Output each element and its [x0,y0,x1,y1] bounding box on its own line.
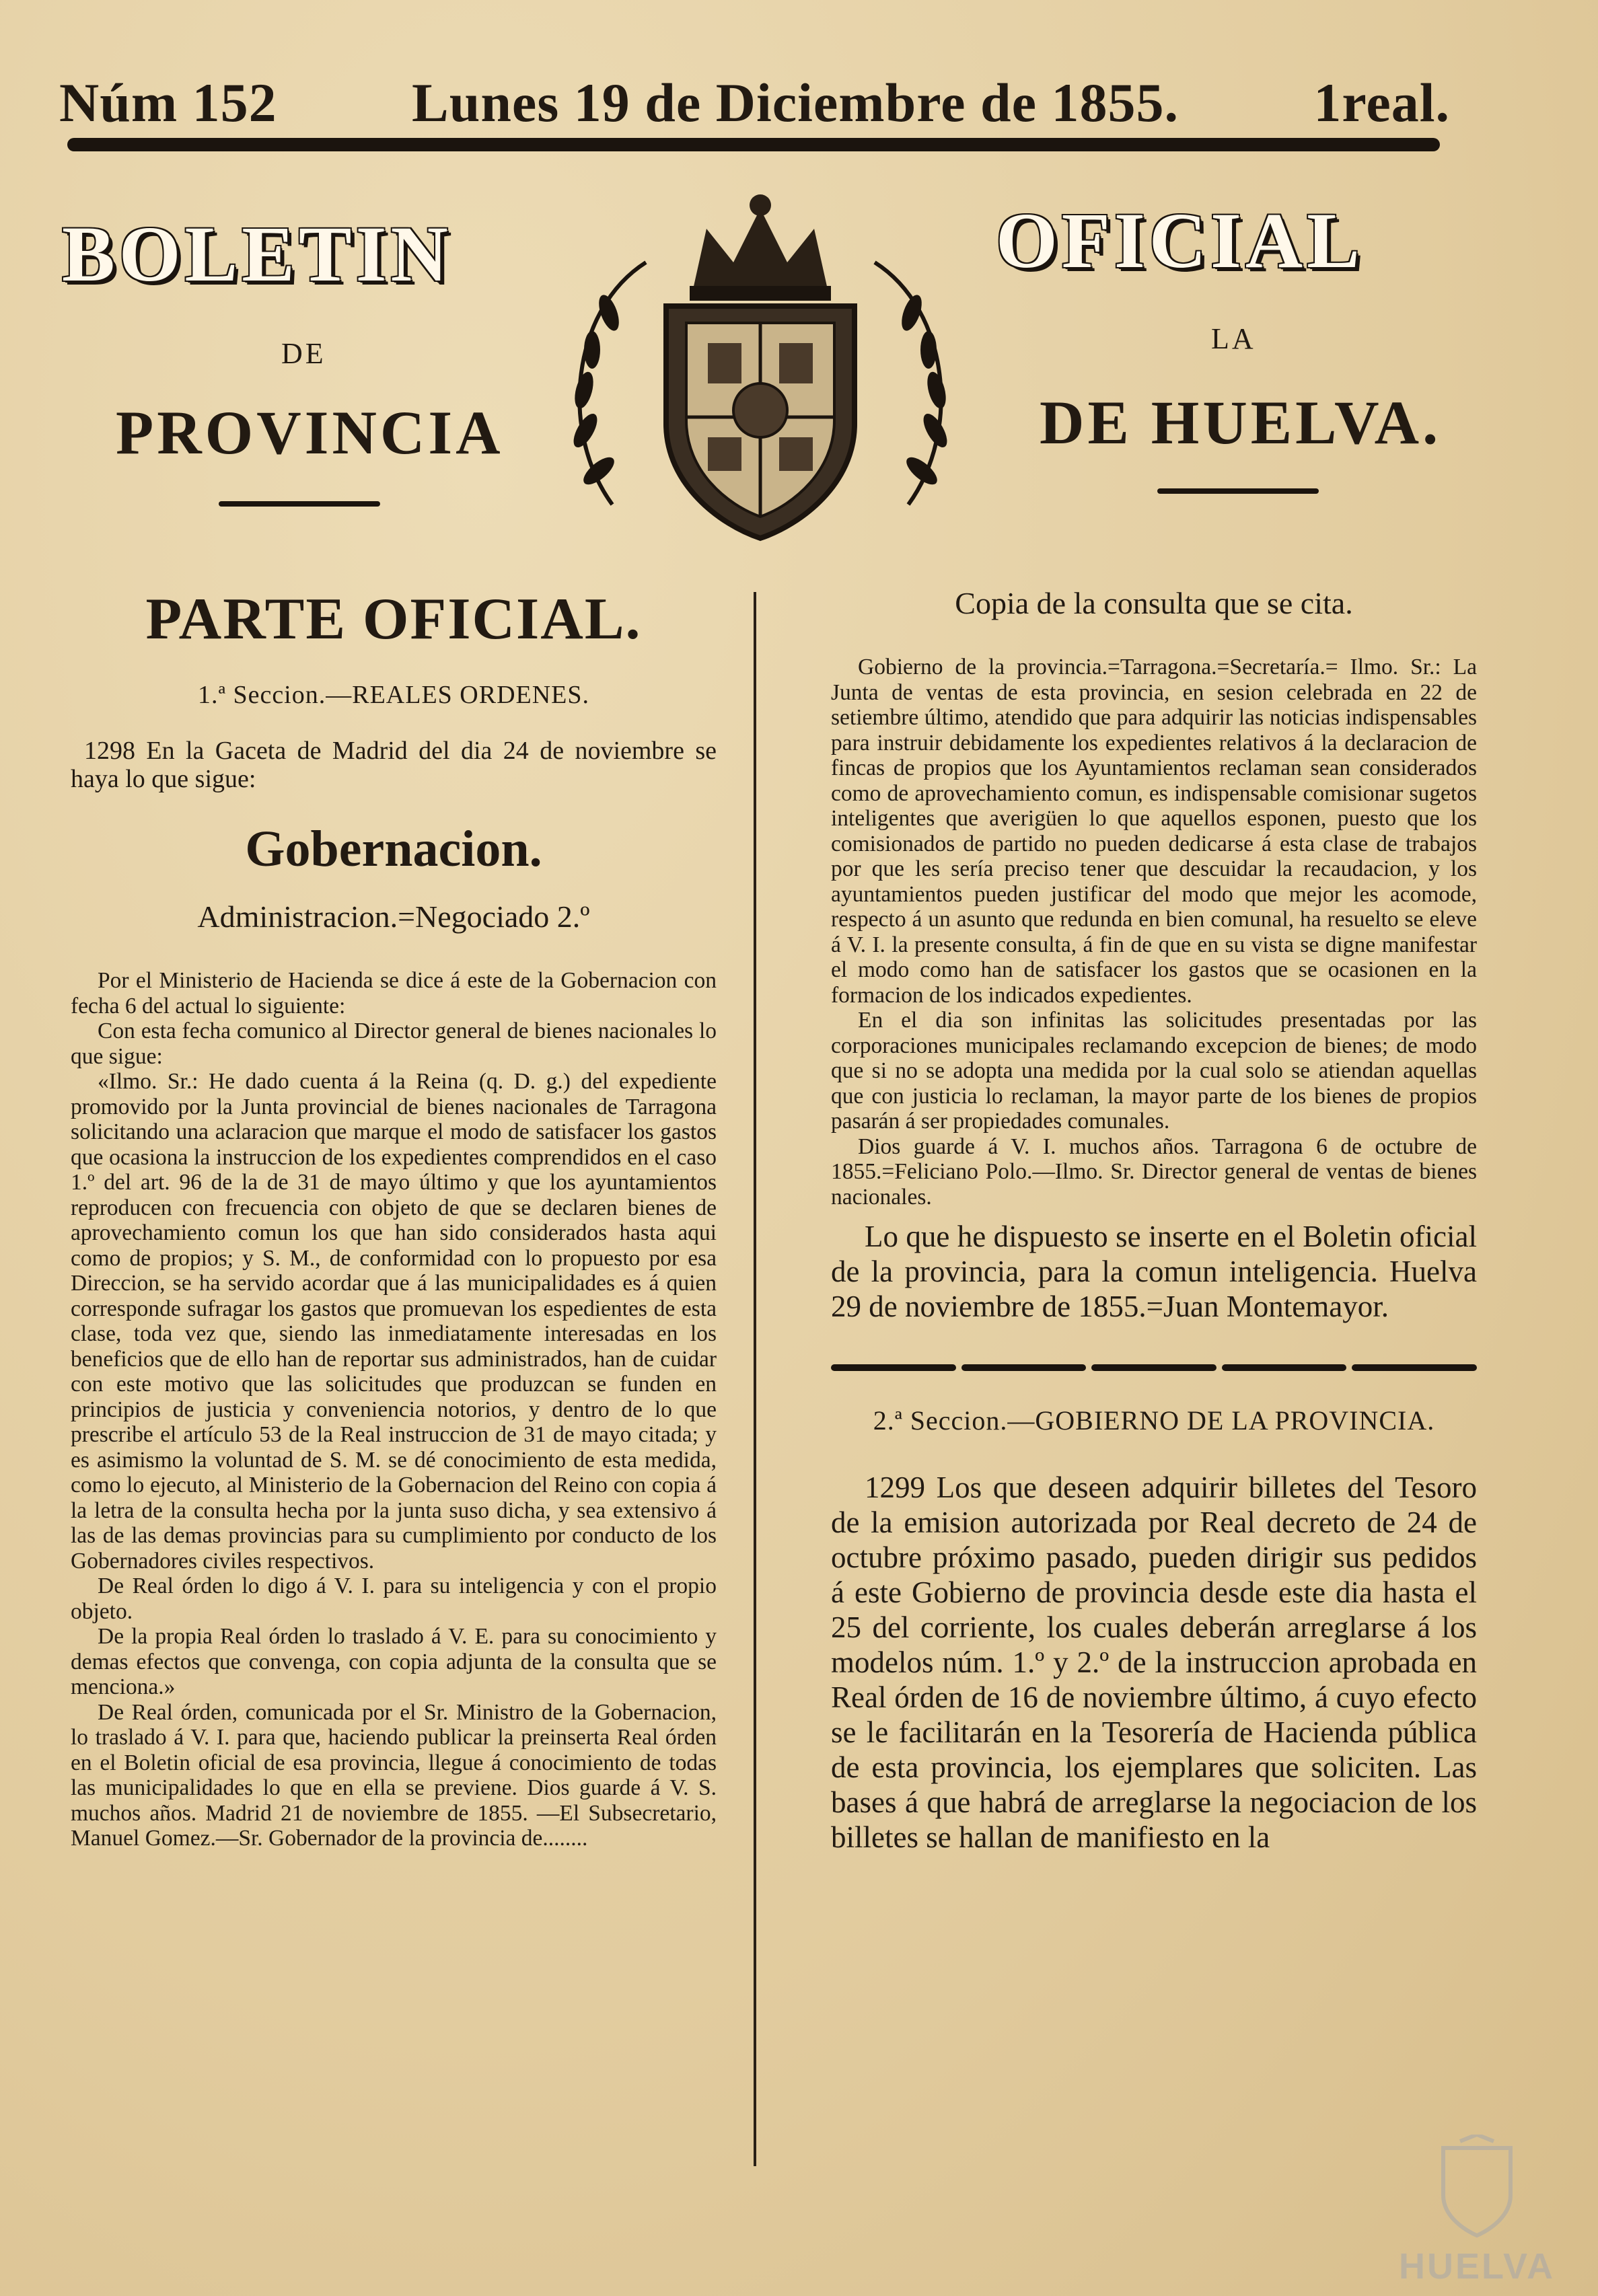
left-paragraph: De Real órden, comunicada por el Sr. Ministro de la Gobernacion, lo traslado á V. I. para que, haciendo publicar la preinserta Real órden en el Boletin oficial de esa provincia, llegue á conocimiento de todas las municipalidades lo que en ella se previene. Dios guarde á V. S. muchos años. Madrid 21 de noviembre de 1855. —El Subsecretario, Manuel Gomez.—Sr. Gobernador de la provincia de........ [71,1699,717,1851]
ministry-heading: Gobernacion. [245,821,542,877]
issue-date: Lunes 19 de Diciembre de 1855. [412,72,1179,133]
closing-paragraph: Lo que he dispuesto se inserte en el Boletin oficial de la provincia, para la comun inteligencia. Huelva 29 de noviembre de 1855.=Juan Montemayor. [831,1220,1477,1323]
section-2-heading: 2.ª Seccion.—GOBIERNO DE LA PROVINCIA. [873,1405,1435,1436]
issue-number: Núm 152 [59,72,277,133]
intro-paragraph: 1298 En la Gaceta de Madrid del dia 24 de noviembre se haya lo que sigue: [71,737,717,793]
column-divider [754,592,756,2166]
left-paragraph: Por el Ministerio de Hacienda se dice á este de la Gobernacion con fecha 6 del actual lo siguiente: [71,968,717,1019]
title-boletin: BOLETIN [62,210,452,298]
left-paragraph: «Ilmo. Sr.: He dado cuenta á la Reina (q. D. g.) del expediente promovido por la Junta provincial de bienes nacionales de Tarragona solicitando una aclaracion que marque el modo de satisfacer los gastos que ocasiona la instruccion de los expedientes comprendidos en el caso 1.º del art. 96 de la de 31 de mayo último y que los ayuntamientos reproducen con frecuencia con objeto de que se declaren bienes de aprovechamiento comun los que han sido considerados hasta aqui como de propios; y S. M., de conformidad con lo propuesto por esa Direccion, se ha servido acordar que á las municipalidades es á quien corresponde sufragar los gastos que promuevan los espedientes de esta clase, toda vez que, siendo las inmediatamente interesadas en los beneficios que de ello han de reportar sus administrados, han de cuidar con este motivo que las solicitudes que produzcan se funden en principios de justicia y conveniencia notorios, y dentro de lo que prescribe el artículo 53 de la Real instruccion de 31 de mayo citada; y es asimismo la voluntad de S. M. se dé conocimiento de esta medida, como lo ejecuto, al Ministerio de la Gobernacion del Reino con copia á la letra de la consulta hecha por la junta suso dicha, y sea extensivo á las de las demas provincias para su cumplimiento por conducto de los Gobernadores civiles respectivos. [71,1069,717,1573]
right-paragraph: En el dia son infinitas las solicitudes presentadas por las corporaciones municipales reclamando excepcion de bienes; de modo que si no se adopta una medida por la cual solo se atiendan aquellas que con justicia lo reclaman, la mayor parte de los bienes de propios pasarán á ser propiedades comunales. [831,1008,1477,1134]
left-paragraph: Con esta fecha comunico al Director general de bienes nacionales lo que sigue: [71,1019,717,1069]
left-paragraph: De la propia Real órden lo traslado á V. E. para su conocimiento y demas efectos que convenga, con copia adjunta de la consulta que se menciona.» [71,1624,717,1699]
title-de: DE [281,337,326,370]
title-ornament-right [1157,488,1319,494]
watermark-text: HUELVA [1399,2246,1555,2287]
right-paragraph: Gobierno de la provincia.=Tarragona.=Secretaría.= Ilmo. Sr.: La Junta de ventas de esta provincia, en sesion celebrada en 22 de setiembre último, atendido que para adquirir las noticias indispensables para instruir debidamente los expedientes relativos á la declaracion de fincas de propios que los Ayuntamientos reclaman sean considerados como de aprovechamiento comun, es indispensable comisionar sugetos inteligentes que averigüen lo que aquellos esponen, puesto que los comisionados de partido no pueden dedicarse á esta clase de trabajos por que les sería preciso tener que descuidar la recaudacion, y los ayuntamientos pueden justificar del modo que mejor les acomode, respecto á un asunto que redunda en bien comunal, ha resuelto se eleve á V. I. la presente consulta, á fin de que en su vista se digne manifestar el modo como han de satisfacer los gastos que se ocasionen en la formacion de los indicados expedientes. [831,655,1477,1008]
left-column [71,585,717,1851]
section-divider [831,1364,1477,1371]
left-body [71,968,717,1851]
archive-watermark [1396,2135,1558,2287]
title-ornament-left [219,501,380,507]
issue-price: 1real. [1313,72,1450,133]
masthead-rule [67,138,1440,151]
right-body [831,655,1477,1210]
administration-subheading: Administracion.=Negociado 2.º [197,899,590,934]
title-oficial: OFICIAL [996,196,1364,285]
parte-oficial-heading: PARTE OFICIAL. [145,587,642,652]
right-paragraph: Dios guarde á V. I. muchos años. Tarragona 6 de octubre de 1855.=Feliciano Polo.—Ilmo. Sr. Director general de ventas de bienes nacionales. [831,1134,1477,1210]
archive-crest-icon [1396,2135,1558,2242]
title-provincia: PROVINCIA [116,398,504,467]
masthead-line [59,66,1450,140]
right-column [831,585,1477,1855]
title-la: LA [1211,322,1256,355]
copia-heading: Copia de la consulta que se cita. [955,586,1353,620]
paragraph-1299: 1299 Los que deseen adquirir billetes del Tesoro de la emision autorizada por Real decreto de 24 de octubre próximo pasado, pueden dirigir sus pedidos á este Gobierno de provincia desde este dia hasta el 25 del corriente, los cuales deberán arreglarse á los modelos núm. 1.º y 2.º de la instruccion aprobada en Real órden de 16 de noviembre último, á cuyo efecto se le facilitarán en la Tesorería de Hacienda pública de esta provincia, los ejemplares que soliciten. Las bases á que habrá de arreglarse la negociacion de los billetes se hallan de manifiesto en la [831,1471,1477,1854]
title-huelva: DE HUELVA. [1040,388,1442,457]
left-paragraph: De Real órden lo digo á V. I. para su inteligencia y con el propio objeto. [71,1573,717,1624]
coat-of-arms-icon [532,188,989,552]
section-1-heading: 1.ª Seccion.—REALES ORDENES. [197,681,590,709]
